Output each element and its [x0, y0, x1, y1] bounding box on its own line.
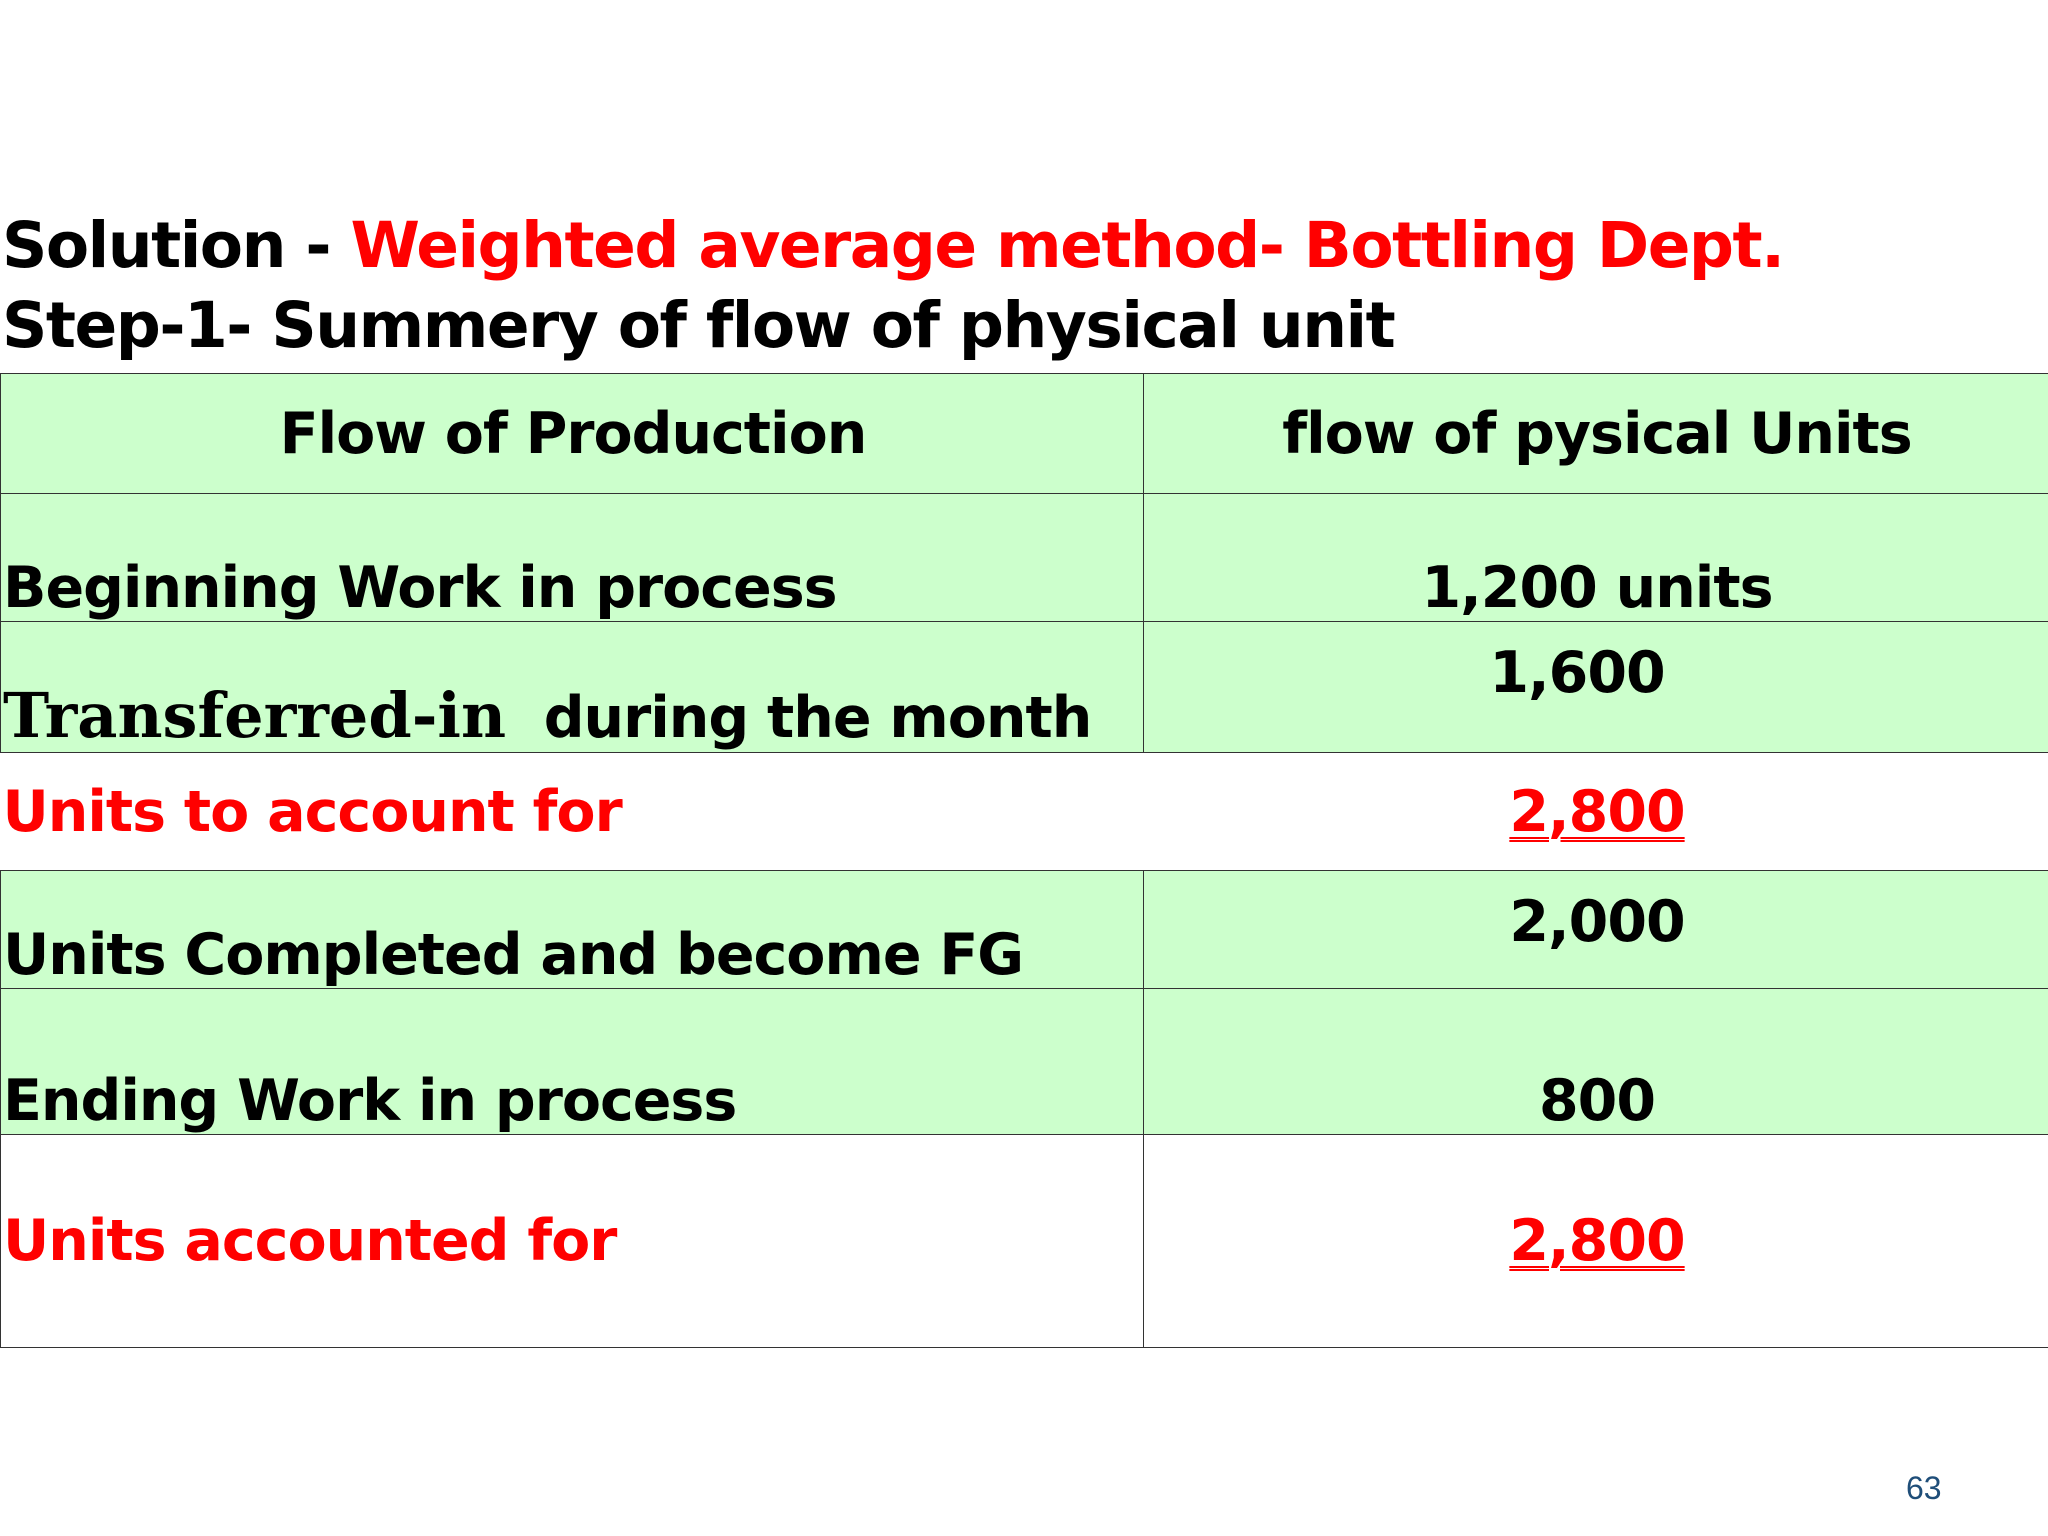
units-to-account-total: 2,800 [1509, 778, 1685, 845]
title-prefix: Solution - [2, 209, 351, 282]
row-value-units-accounted [1144, 1135, 2048, 1348]
title-line-2: Step-1- Summery of flow of physical unit [2, 289, 1395, 362]
row-label-ending-wip: Ending Work in process [1, 989, 1144, 1135]
title-method: Weighted average method- Bottling Dept. [350, 209, 1784, 282]
row-value-ending-wip: 800 [1144, 989, 2048, 1135]
transferred-in-text: Transferred-in [3, 679, 507, 752]
table-row [1, 1135, 2048, 1348]
header-physical-units: flow of pysical Units [1144, 374, 2048, 494]
row-value-units-completed: 2,000 [1144, 871, 2048, 989]
row-value-units-to-account [1144, 753, 2048, 871]
row-label-beginning-wip: Beginning Work in process [1, 494, 1144, 622]
row-value-transferred-in: 1,600 [1144, 622, 2048, 753]
table-header-row [1, 374, 2048, 494]
row-label-units-accounted: Units accounted for [1, 1135, 1144, 1348]
table-row [1, 622, 2048, 753]
table-row [1, 753, 2048, 871]
units-accounted-total: 2,800 [1509, 1208, 1685, 1274]
page-number: 63 [1906, 1470, 1942, 1506]
row-value-beginning-wip: 1,200 units [1144, 494, 2048, 622]
row-label-units-completed: Units Completed and become FG [1, 871, 1144, 989]
row-label-units-to-account: Units to account for [1, 753, 1144, 871]
slide-title [2, 206, 2042, 366]
row-label-transferred-in [1, 622, 1144, 753]
table-row [1, 871, 2048, 989]
table-row [1, 989, 2048, 1135]
during-month-text: during the month [506, 685, 1092, 751]
title-line-1 [2, 206, 2042, 286]
physical-flow-table [0, 373, 2048, 1348]
header-flow-of-production: Flow of Production [1, 374, 1144, 494]
table-row [1, 494, 2048, 622]
